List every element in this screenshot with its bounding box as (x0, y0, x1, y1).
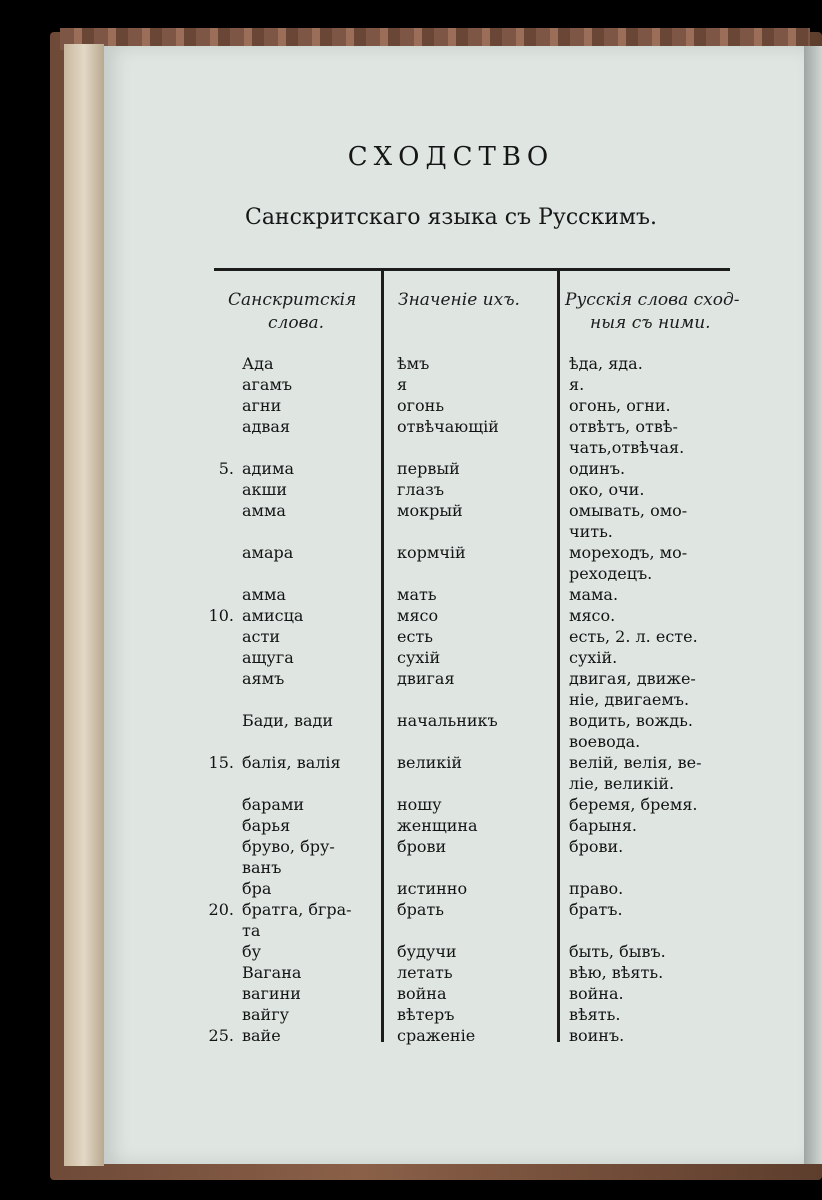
table-row: бра истинно право. (242, 879, 624, 898)
table-row: Вагана летать вѣю, вѣять. (242, 963, 664, 982)
header-col1-line2: слова. (268, 313, 325, 333)
table-row: та (242, 921, 261, 940)
table-row: асти есть есть, 2. л. есте. (242, 627, 698, 646)
table-row: вагини война война. (242, 984, 624, 1003)
table-row: амма мать мама. (242, 585, 619, 604)
table-row: 20. братга, бгра- брать братъ. (208, 900, 623, 919)
table-row: аямъ двигая двигая, движе- (242, 669, 696, 688)
table-row: барья женщина барыня. (242, 816, 637, 835)
table-row: реходецъ. (569, 564, 653, 583)
table-row: ліе, великій. (569, 774, 675, 793)
table-row: барами ношу беремя, бремя. (242, 795, 698, 814)
table-row: агамъ я я. (242, 375, 585, 394)
table-row: ванъ (242, 858, 282, 877)
table-row: чать,отвѣчая. (569, 438, 685, 457)
table-row: 15. балія, валія великій велій, велія, ве- (208, 753, 702, 772)
table-top-rule (214, 268, 730, 271)
header-col2: Значеніе ихъ. (398, 290, 520, 310)
table-row: Ада ѣмъ ѣда, яда. (242, 354, 643, 373)
table-row: бу будучи быть, бывъ. (242, 942, 666, 961)
table-row: 5. адима первый одинъ. (218, 459, 626, 478)
table-row: Бади, вади начальникъ водить, вождь. (242, 711, 693, 730)
table-row: бруво, бру- брови брови. (242, 837, 624, 856)
page-title: СХОДСТВО (347, 142, 555, 172)
table-row: амара кормчій мореходъ, мо- (242, 543, 688, 562)
table-row: адвая отвѣчающій отвѣтъ, отвѣ- (242, 417, 678, 436)
header-col3-line2: ныя съ ними. (590, 313, 711, 333)
header-col3-line1: Русскія слова сход- (565, 290, 740, 310)
table-row: агни огонь огонь, огни. (242, 396, 671, 415)
table-row: 10. амисца мясо мясо. (208, 606, 616, 625)
table-row: ніе, двигаемъ. (569, 690, 690, 709)
table-row: акши глазъ око, очи. (242, 480, 645, 499)
table-row: амма мокрый омывать, омо- (242, 501, 688, 520)
page-subtitle: Санскритскаго языка съ Русскимъ. (244, 205, 658, 230)
table-row: воевода. (569, 732, 641, 751)
table-row: чить. (569, 522, 613, 541)
table-row: 25. вайе сраженіе воинъ. (208, 1026, 625, 1045)
table-row: ащуга сухій сухій. (242, 648, 618, 667)
header-col1-line1: Санскритскія (228, 290, 357, 310)
table-row: вайгу вѣтеръ вѣять. (242, 1005, 621, 1024)
